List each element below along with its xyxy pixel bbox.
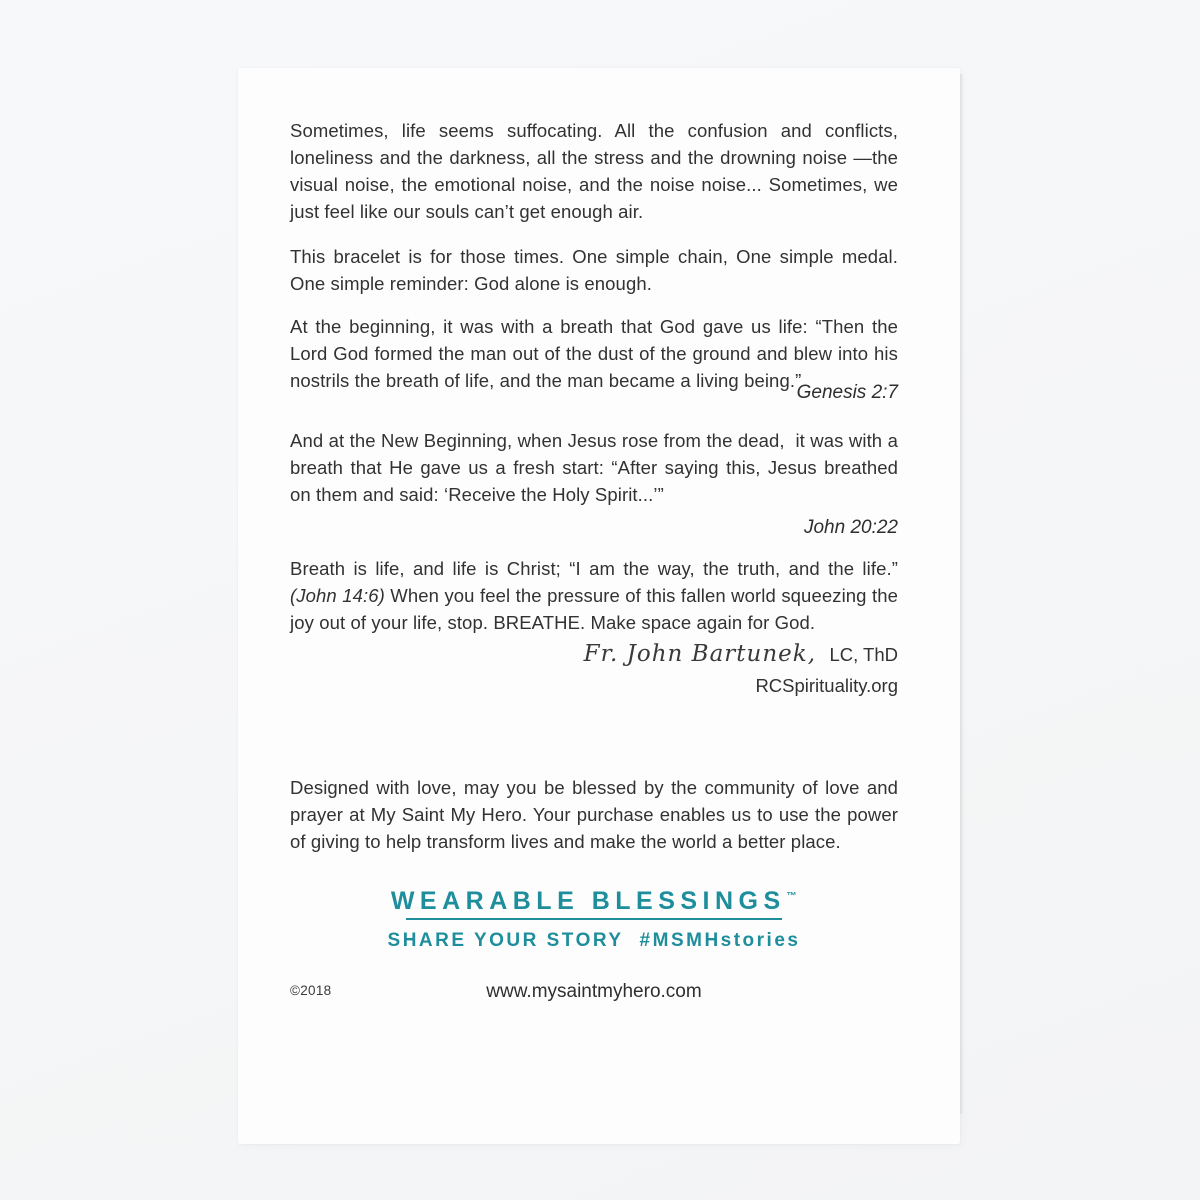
signature-row — [290, 638, 898, 673]
john-quote-paragraph: And at the New Beginning, when Jesus rose from the dead, it was with a breath that He gave us a fresh start: “After saying this, Jesus breathed on them and said: ‘Receive the Holy Spirit...’” — [290, 430, 904, 505]
signature-name: Fr. John Bartunek, — [583, 641, 816, 667]
tagline-hashtag: #MSMHstories — [639, 930, 801, 951]
website-url: www.mysaintmyhero.com — [486, 981, 702, 1002]
genesis-citation: Genesis 2:7 — [796, 382, 898, 403]
copyright-text: ©2018 — [290, 983, 332, 998]
card-edge-shadow — [960, 74, 964, 1114]
breath-text-after: When you feel the pressure of this fallen world squeezing the joy out of your life, stop. BREATHE. Make space again for God. — [290, 585, 904, 633]
card-footer — [290, 978, 898, 1005]
card-content — [290, 117, 904, 1005]
brand-tagline — [290, 929, 898, 953]
intro-paragraph: Sometimes, life seems suffocating. All the confusion and conflicts, loneliness and the darkness, all the stress and the drowning noise —the visual noise, the emotional noise, and the noise noise... Sometimes, we just feel like our souls can’t get enough air. — [290, 120, 904, 222]
signature-org: RCSpirituality.org — [755, 675, 898, 696]
breath-paragraph — [290, 555, 904, 636]
john-citation: John 20:22 — [803, 517, 898, 538]
brand-underline — [406, 918, 782, 920]
tagline-share-your-story: SHARE YOUR STORY — [387, 930, 624, 951]
genesis-quote-paragraph: At the beginning, it was with a breath that God gave us life: “Then the Lord God formed the man out of the dust of the ground and blew into his nostrils the breath of life, and the man became a living being.” — [290, 316, 904, 391]
closing-paragraph: Designed with love, may you be blessed by the community of love and prayer at My Saint My Hero. Your purchase enables us to use the power of giving to help transform lives and make the world a better place. — [290, 777, 904, 852]
trademark-symbol: ™ — [786, 891, 798, 902]
prayer-card — [238, 68, 960, 1144]
brand-wordmark — [290, 884, 898, 914]
breath-text-before: Breath is life, and life is Christ; “I am the way, the truth, and the life.” — [290, 558, 904, 579]
signature-credentials: LC, ThD — [829, 644, 898, 665]
bracelet-paragraph: This bracelet is for those times. One simple chain, One simple medal. One simple reminder: God alone is enough. — [290, 246, 904, 294]
scripture-reference-inline: (John 14:6) — [290, 585, 385, 606]
brand-wordmark-text: WEARABLE BLESSINGS — [390, 887, 786, 915]
